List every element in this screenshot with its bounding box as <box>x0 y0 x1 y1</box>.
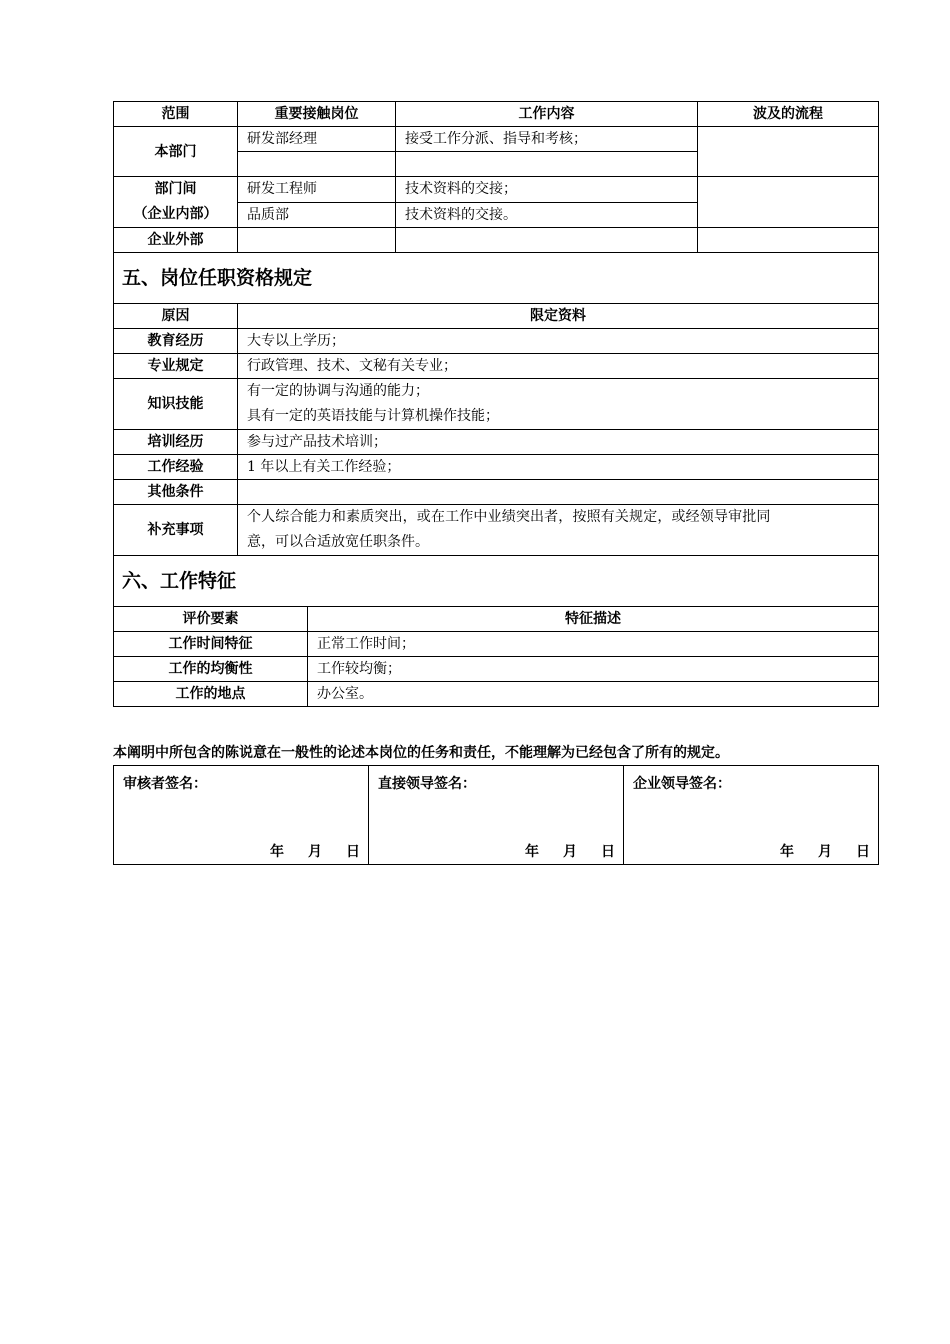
qual-label-skills: 知识技能 <box>114 379 238 430</box>
contacts-header-row <box>114 102 879 127</box>
dept-content <box>396 152 698 177</box>
dept-post: 研发部经理 <box>238 127 396 152</box>
external-row <box>114 228 879 253</box>
dept-process-cell <box>698 127 879 177</box>
qual-row <box>114 455 879 480</box>
feature-header-factor: 评价要素 <box>114 607 308 632</box>
date-day: 日 <box>856 844 870 860</box>
signature-date <box>501 840 615 864</box>
date-day: 日 <box>346 844 360 860</box>
inter-row-1 <box>114 177 879 203</box>
qual-supplement-line2: 意，可以合适放宽任职条件。 <box>247 534 429 550</box>
inter-dept-label <box>114 177 238 228</box>
inter-content: 技术资料的交接； <box>396 177 698 203</box>
header-processes: 波及的流程 <box>698 102 879 127</box>
feature-value-location: 办公室。 <box>308 682 879 707</box>
qual-supplement-line1: 个人综合能力和素质突出，或在工作中业绩突出者，按照有关规定，或经领导审批同 <box>247 509 771 525</box>
signature-row <box>114 766 879 865</box>
signature-label: 审核者签名： <box>123 776 207 792</box>
inter-process-cell <box>698 177 879 228</box>
section-5-title-row <box>114 253 879 304</box>
signature-box-direct-leader[interactable] <box>369 766 624 865</box>
signature-section <box>113 765 879 865</box>
feature-value-time: 正常工作时间； <box>308 632 879 657</box>
feature-header-description: 特征描述 <box>308 607 879 632</box>
feature-label-location: 工作的地点 <box>114 682 308 707</box>
dept-content: 接受工作分派、指导和考核； <box>396 127 698 152</box>
qual-header-row <box>114 304 879 329</box>
dept-label: 本部门 <box>114 127 238 177</box>
qual-label-other: 其他条件 <box>114 480 238 505</box>
external-label: 企业外部 <box>114 228 238 253</box>
external-post <box>238 228 396 253</box>
inter-post: 品质部 <box>238 202 396 228</box>
qual-row <box>114 354 879 379</box>
external-content <box>396 228 698 253</box>
section-6-title-row <box>114 556 879 607</box>
date-year: 年 <box>780 844 794 860</box>
header-work-content: 工作内容 <box>396 102 698 127</box>
job-table <box>113 101 879 707</box>
feature-header-row <box>114 607 879 632</box>
feature-row <box>114 632 879 657</box>
inter-content: 技术资料的交接。 <box>396 202 698 228</box>
qual-row <box>114 480 879 505</box>
date-year: 年 <box>270 844 284 860</box>
date-month: 月 <box>818 844 832 860</box>
date-year: 年 <box>525 844 539 860</box>
qual-value-supplement <box>238 505 879 556</box>
qual-value-skills <box>238 379 879 430</box>
qual-label-training: 培训经历 <box>114 430 238 455</box>
qual-label-education: 教育经历 <box>114 329 238 354</box>
header-key-post: 重要接触岗位 <box>238 102 396 127</box>
feature-row <box>114 682 879 707</box>
dept-row-1 <box>114 127 879 152</box>
inter-post: 研发工程师 <box>238 177 396 203</box>
signature-box-company-leader[interactable] <box>624 766 879 865</box>
inter-dept-label-line1: 部门间 <box>154 181 197 197</box>
job-description-page <box>113 101 878 707</box>
date-day: 日 <box>601 844 615 860</box>
section-title: 五、岗位任职资格规定 <box>114 253 879 304</box>
qual-value-other <box>238 480 879 505</box>
qual-row <box>114 329 879 354</box>
qual-value-training: 参与过产品技术培训； <box>238 430 879 455</box>
qual-skills-line1: 有一定的协调与沟通的能力； <box>247 383 429 399</box>
header-scope: 范围 <box>114 102 238 127</box>
date-month: 月 <box>308 844 322 860</box>
qual-label-experience: 工作经验 <box>114 455 238 480</box>
signature-table <box>113 765 879 865</box>
signature-date <box>756 840 870 864</box>
section-title: 六、工作特征 <box>114 556 879 607</box>
qual-header-reason: 原因 <box>114 304 238 329</box>
inter-dept-label-line2: （企业内部） <box>133 206 218 222</box>
signature-date <box>246 840 360 864</box>
external-process <box>698 228 879 253</box>
qual-row <box>114 379 879 430</box>
disclaimer-text: 本阐明中所包含的陈说意在一般性的论述本岗位的任务和责任，不能理解为已经包含了所有的规定。 <box>113 745 729 761</box>
feature-label-time: 工作时间特征 <box>114 632 308 657</box>
qual-skills-line2: 具有一定的英语技能与计算机操作技能； <box>247 408 499 424</box>
qual-header-requirements: 限定资料 <box>238 304 879 329</box>
qual-row <box>114 430 879 455</box>
signature-box-reviewer[interactable] <box>114 766 369 865</box>
feature-value-balance: 工作较均衡； <box>308 657 879 682</box>
feature-label-balance: 工作的均衡性 <box>114 657 308 682</box>
qual-value-education: 大专以上学历； <box>238 329 879 354</box>
qual-value-experience: 1 年以上有关工作经验； <box>238 455 879 480</box>
feature-row <box>114 657 879 682</box>
date-month: 月 <box>563 844 577 860</box>
qual-label-major: 专业规定 <box>114 354 238 379</box>
signature-label: 企业领导签名： <box>633 776 731 792</box>
signature-label: 直接领导签名： <box>378 776 476 792</box>
qual-value-major: 行政管理、技术、文秘有关专业； <box>238 354 879 379</box>
qual-label-supplement: 补充事项 <box>114 505 238 556</box>
qual-row <box>114 505 879 556</box>
dept-post <box>238 152 396 177</box>
